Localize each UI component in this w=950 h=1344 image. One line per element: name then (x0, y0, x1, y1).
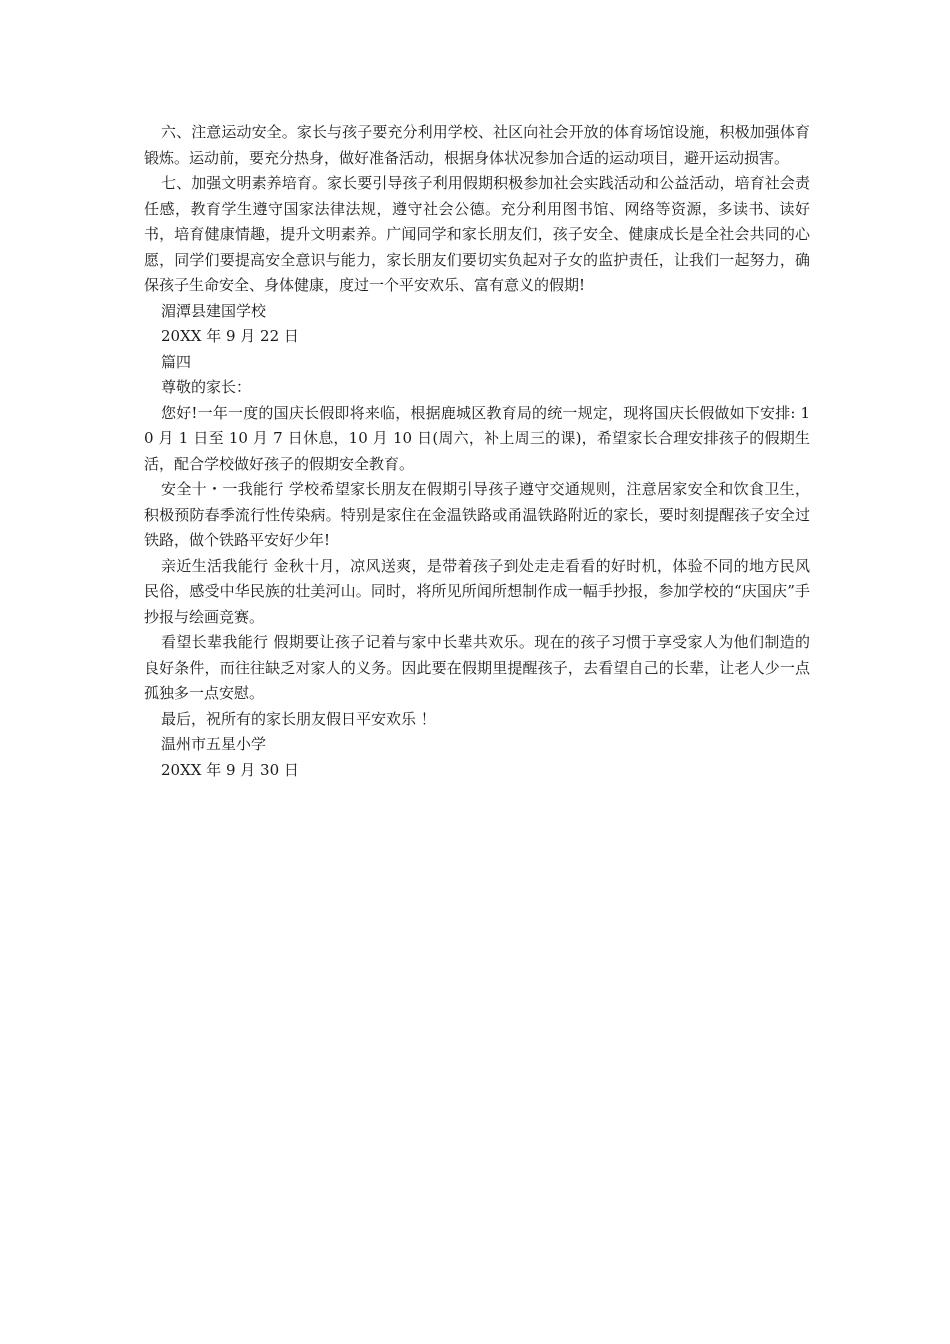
letter-greeting: 尊敬的家长： (161, 378, 252, 396)
paragraph-sports-safety: 六、注意运动安全。家长与孩子要充分利用学校、社区向社会开放的体育场馆设施，积极加强体育锻炼。运动前，要充分热身，做好准备活动，根据身体状况参加合适的运动项目，避开运动损害。 (144, 123, 810, 167)
document-page (144, 120, 810, 783)
signature-date-1: 20XX 年 9 月 22 日 (161, 327, 299, 345)
section-heading: 篇四 (161, 352, 192, 371)
paragraph-nature: 亲近生活我能行 金秋十月，凉风送爽，是带着孩子到处走走看看的好时机，体验不同的地方民风民俗，感受中华民族的壮美河山。同时，将所见所闻所想制作成一幅手抄报，参加学校的“庆国庆”手抄报与绘画竞赛。 (144, 556, 810, 626)
signature-school-2: 温州市五星小学 (161, 735, 267, 753)
paragraph-intro: 您好!一年一度的国庆长假即将来临，根据鹿城区教育局的统一规定，现将国庆长假做如下安排: 10 月 1 日至 10 月 7 日休息，10 月 10 日(周六，补上周三的课)，希望家长合理安排孩子的假期生活，配合学校做好孩子的假期安全教育。 (144, 403, 810, 473)
signature-school-1: 湄潭县建国学校 (161, 301, 267, 320)
paragraph-safety: 安全十・一我能行 学校希望家长朋友在假期引导孩子遵守交通规则，注意居家安全和饮食卫生，积极预防春季流行性传染病。特别是家住在金温铁路或甬温铁路附近的家长，要时刻提醒孩子安全过铁路，做个铁路平安好少年! (144, 480, 810, 549)
letter-closing: 最后，祝所有的家长朋友假日平安欢乐 ！ (161, 709, 436, 728)
paragraph-civility: 七、加强文明素养培育。家长要引导孩子利用假期积极参加社会实践活动和公益活动，培育社会责任感，教育学生遵守国家法律法规，遵守社会公德。充分利用图书馆、网络等资源，多读书、读好书，培育健康情趣，提升文明素养。广闻同学和家长朋友们，孩子安全、健康成长是全社会共同的心愿，同学们要提高安全意识与能力，家长朋友们要切实负起对子女的监护责任，让我们一起努力，确保孩子生命安全、身体健康，度过一个平安欢乐、富有意义的假期! (144, 174, 810, 294)
paragraph-elders: 看望长辈我能行 假期要让孩子记着与家中长辈共欢乐。现在的孩子习惯于享受家人为他们制造的良好条件，而往往缺乏对家人的义务。因此要在假期里提醒孩子，去看望自己的长辈，让老人少一点孤独多一点安慰。 (144, 633, 810, 702)
signature-date-2: 20XX 年 9 月 30 日 (161, 760, 299, 779)
